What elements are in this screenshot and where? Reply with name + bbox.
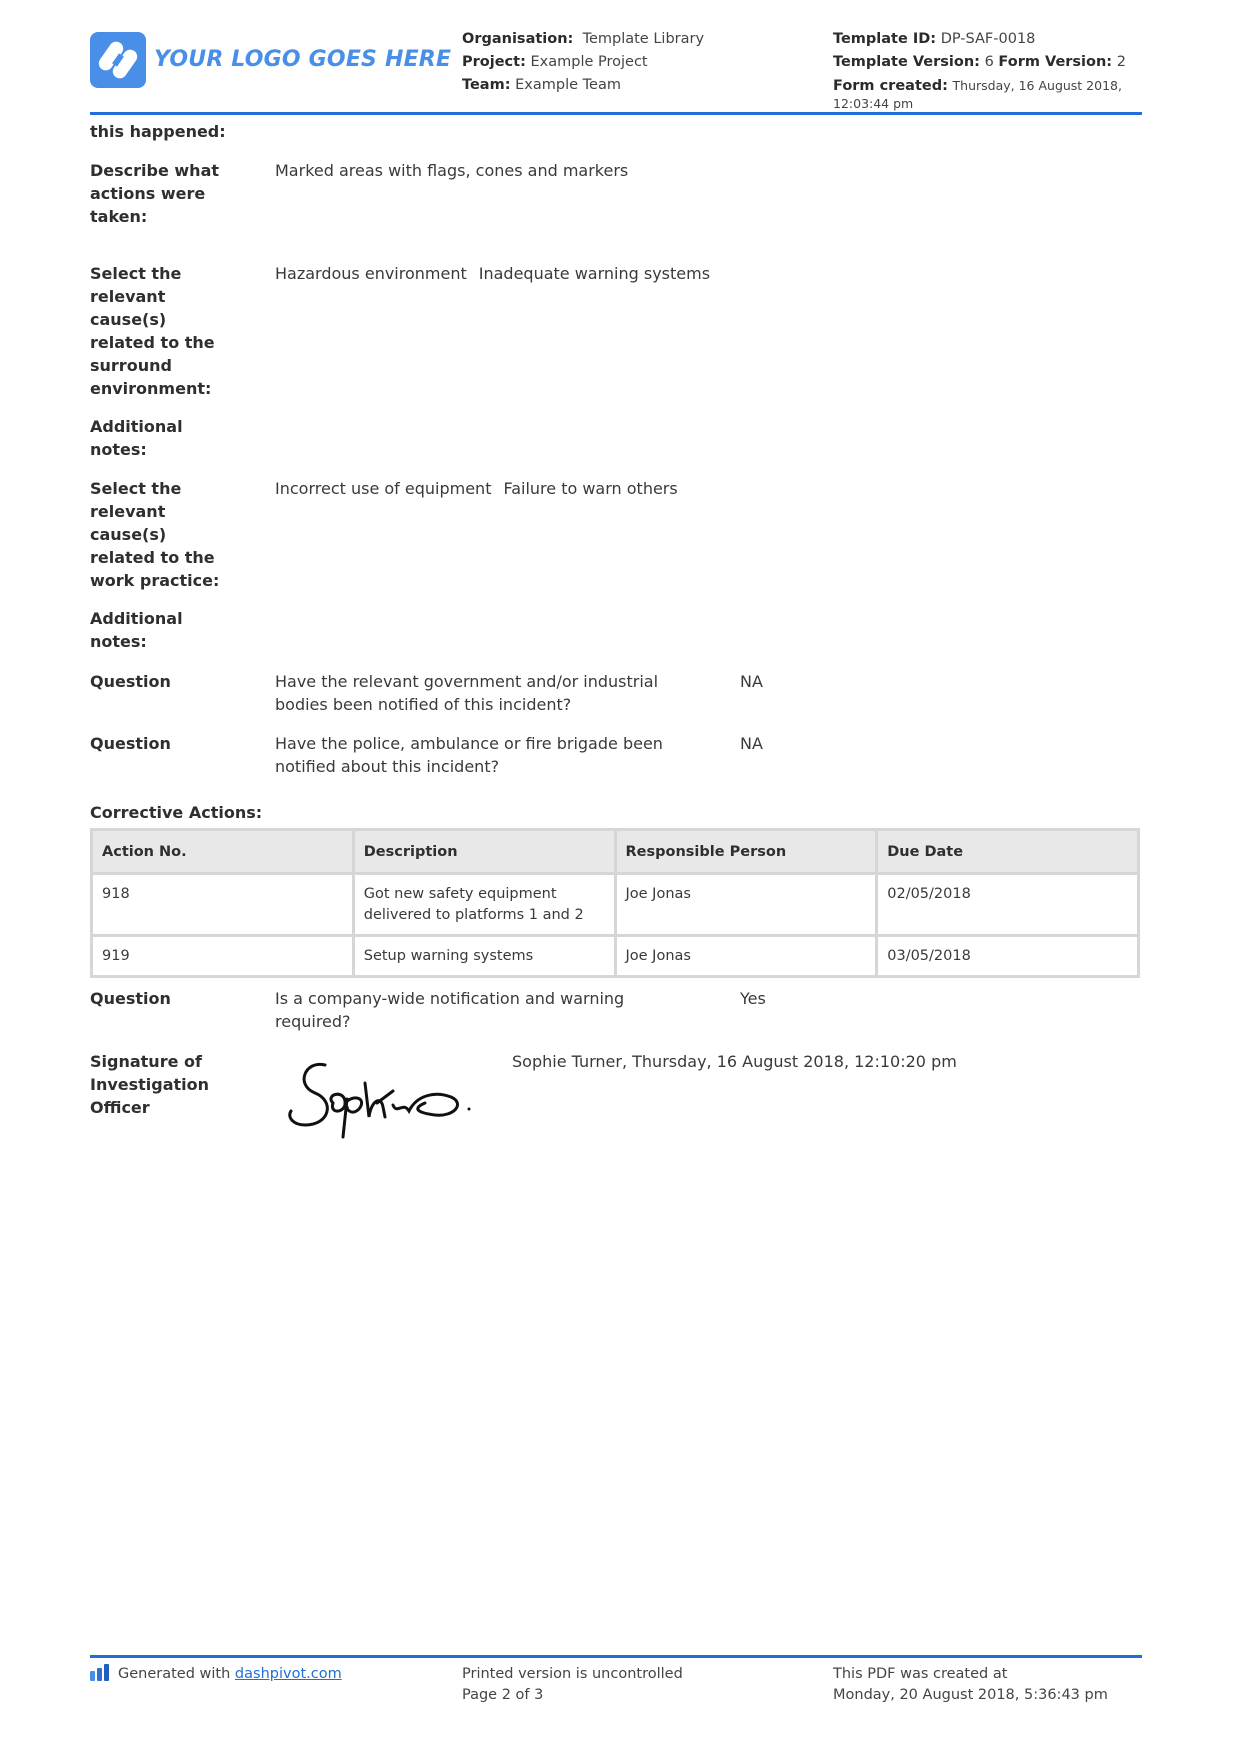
env-cause-1: Hazardous environment	[275, 264, 467, 283]
template-id-value: DP-SAF-0018	[940, 31, 1036, 47]
organisation-label: Organisation:	[462, 31, 574, 47]
th-responsible-person: Responsible Person	[617, 831, 876, 872]
page-number: Page 2 of 3	[462, 1687, 544, 1703]
template-id-label: Template ID:	[833, 31, 937, 47]
work-cause-label: Select the relevant cause(s) related to the work practice:	[90, 479, 220, 590]
work-cause-2: Failure to warn others	[503, 479, 678, 498]
question-1-answer: NA	[740, 672, 763, 691]
actions-value: Marked areas with flags, cones and markers	[275, 161, 629, 180]
form-version-label: Form Version:	[998, 54, 1113, 70]
cell-responsible-person: Joe Jonas	[617, 875, 876, 934]
table-row	[93, 875, 1137, 934]
question-2-text: Have the police, ambulance or fire brigade been notified about this incident?	[275, 734, 663, 776]
logo-mark	[90, 32, 146, 88]
signature-scribble	[285, 1055, 485, 1145]
question-3-answer: Yes	[740, 989, 766, 1008]
cell-due-date: 03/05/2018	[878, 937, 1137, 975]
project-value: Example Project	[530, 54, 648, 70]
work-cause-values	[275, 477, 678, 500]
question-1-label: Question	[90, 672, 171, 691]
team-value: Example Team	[515, 77, 621, 93]
cell-action-no: 918	[93, 875, 352, 934]
env-cause-2: Inadequate warning systems	[478, 264, 711, 283]
printed-uncontrolled-text: Printed version is uncontrolled	[462, 1666, 683, 1682]
actions-label: Describe what actions were taken:	[90, 161, 220, 226]
logo-icon	[90, 32, 146, 88]
work-cause-1: Incorrect use of equipment	[275, 479, 492, 498]
footer-pdf-block	[833, 1664, 1108, 1706]
question-2-answer: NA	[740, 734, 763, 753]
cell-description: Got new safety equipment delivered to platforms 1 and 2	[355, 875, 614, 934]
corrective-actions-label: Corrective Actions:	[90, 803, 263, 822]
continued-label: this happened:	[90, 122, 226, 141]
header-divider	[90, 112, 1142, 115]
project-label: Project:	[462, 54, 526, 70]
cell-due-date: 02/05/2018	[878, 875, 1137, 934]
additional-notes-2-label: Additional notes:	[90, 609, 183, 651]
signature-value: Sophie Turner, Thursday, 16 August 2018, 12:10:20 pm	[512, 1052, 957, 1071]
th-action-no: Action No.	[93, 831, 352, 872]
question-3-label: Question	[90, 989, 171, 1008]
dashpivot-link[interactable]: dashpivot.com	[234, 1666, 342, 1682]
organisation-value: Template Library	[582, 31, 705, 47]
form-created-label: Form created:	[833, 78, 948, 94]
generated-text: Generated with	[118, 1666, 231, 1682]
dashpivot-icon	[90, 1664, 112, 1688]
team-label: Team:	[462, 77, 511, 93]
footer-generated	[90, 1664, 342, 1688]
th-due-date: Due Date	[878, 831, 1137, 872]
pdf-created-label: This PDF was created at	[833, 1666, 1008, 1682]
th-description: Description	[355, 831, 614, 872]
footer-print-block	[462, 1664, 683, 1706]
logo-text: YOUR LOGO GOES HERE	[154, 47, 452, 72]
pdf-created-value: Monday, 20 August 2018, 5:36:43 pm	[833, 1687, 1108, 1703]
form-created-value: Thursday, 16 August 2018, 12:03:44 pm	[833, 78, 1122, 111]
question-3-text: Is a company-wide notification and warning required?	[275, 989, 625, 1031]
additional-notes-1-label: Additional notes:	[90, 417, 183, 459]
header-template-block	[833, 28, 1153, 113]
signature-image	[285, 1055, 485, 1145]
footer-divider	[90, 1655, 1142, 1658]
question-2-label: Question	[90, 734, 171, 753]
template-version-value: 6	[984, 54, 994, 70]
form-version-value: 2	[1116, 54, 1126, 70]
cell-responsible-person: Joe Jonas	[617, 937, 876, 975]
signature-label: Signature of Investigation Officer	[90, 1052, 210, 1117]
table-header-row	[93, 831, 1137, 872]
header-org-block	[462, 28, 704, 97]
cell-description: Setup warning systems	[355, 937, 614, 975]
env-cause-values	[275, 262, 710, 285]
table-row	[93, 937, 1137, 975]
cell-action-no: 919	[93, 937, 352, 975]
corrective-actions-table	[90, 828, 1140, 978]
template-version-label: Template Version:	[833, 54, 980, 70]
env-cause-label: Select the relevant cause(s) related to the surround environment:	[90, 264, 215, 398]
question-1-text: Have the relevant government and/or industrial bodies been notified of this incident?	[275, 672, 659, 714]
